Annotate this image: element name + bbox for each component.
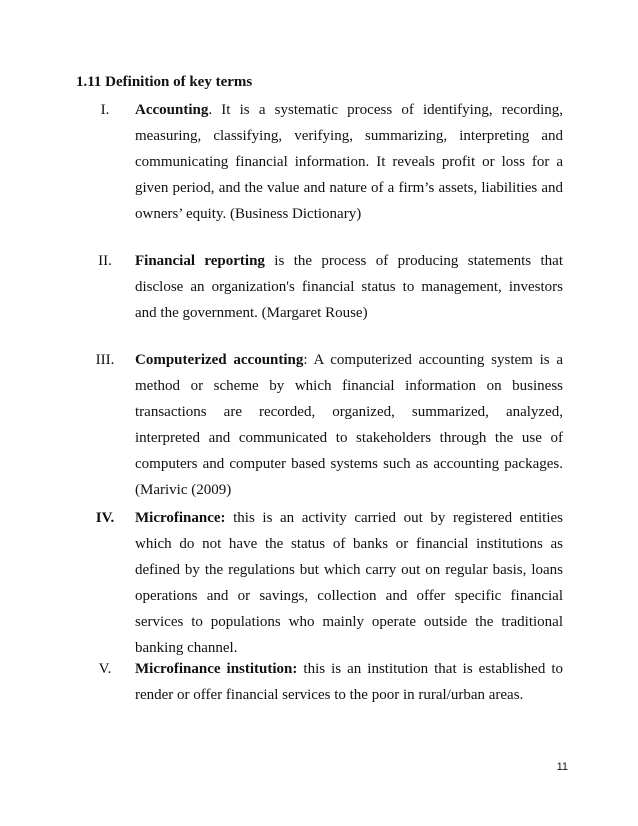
term-text: this is an institution that is established to render or offer financial services to the poor in rural/urban areas. bbox=[135, 661, 563, 703]
term-name: Microfinance: bbox=[135, 510, 226, 526]
term-numeral: III. bbox=[95, 352, 115, 368]
term-name: Financial reporting bbox=[135, 253, 265, 269]
term-numeral: II. bbox=[98, 253, 112, 269]
section-heading: 1.11 Definition of key terms bbox=[76, 74, 253, 90]
term-numeral: V. bbox=[98, 661, 112, 677]
term-definition bbox=[135, 656, 563, 708]
term-name: Microfinance institution: bbox=[135, 661, 298, 677]
page-number: 11 bbox=[556, 761, 568, 773]
term-text: : A computerized accounting system is a method or scheme by which financial information on business transactions are recorded, organized, summarized, analyzed, interpreted and communicated to stakeholders through the use of computers and computer based systems such as accounting packages. (Marivic (2009) bbox=[135, 352, 563, 498]
term-numeral: IV. bbox=[95, 510, 115, 526]
term-text: is the process of producing statements that disclose an organization's financial status to management, investors and the government. (Margaret Rouse) bbox=[135, 253, 563, 321]
term-definition bbox=[135, 347, 563, 503]
term-text: this is an activity carried out by registered entities which do not have the status of banks or financial institutions as defined by the regulations but which carry out on regular basis, loans operations and or savings, collection and offer specific financial services to populations who mainly operate outside the traditional banking channel. bbox=[135, 510, 563, 656]
term-numeral: I. bbox=[100, 102, 110, 118]
term-definition bbox=[135, 97, 563, 227]
term-text: . It is a systematic process of identifying, recording, measuring, classifying, verifying, summarizing, interpreting and communicating financial information. It reveals profit or loss for a given period, and the value and nature of a firm’s assets, liabilities and owners’ equity. (Business Dictionary) bbox=[135, 102, 563, 222]
term-name: Computerized accounting bbox=[135, 352, 304, 368]
term-definition bbox=[135, 505, 563, 661]
term-definition bbox=[135, 248, 563, 326]
term-name: Accounting bbox=[135, 102, 209, 118]
